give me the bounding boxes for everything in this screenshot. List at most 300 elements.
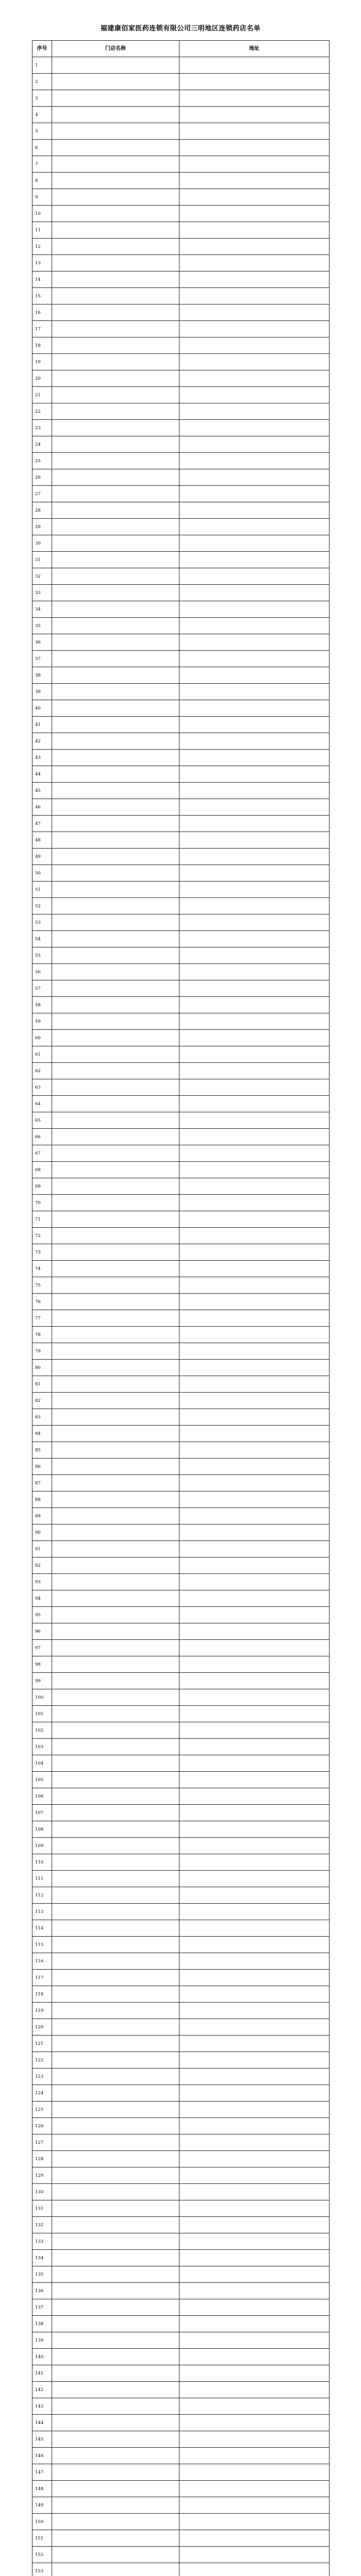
- row-number: 13: [32, 255, 52, 272]
- store-name-cell: [52, 1096, 179, 1112]
- table-row: [32, 453, 330, 469]
- table-row: [32, 1228, 330, 1244]
- store-name-cell: [52, 1607, 179, 1623]
- row-number: 148: [32, 2481, 52, 2497]
- store-name-cell: [52, 1937, 179, 1953]
- row-number: 8: [32, 173, 52, 189]
- table-row: [32, 585, 330, 601]
- address-cell: [179, 783, 330, 799]
- row-number: 91: [32, 1541, 52, 1557]
- row-number: 138: [32, 2316, 52, 2332]
- address-cell: [179, 1805, 330, 1821]
- address-cell: [179, 1277, 330, 1294]
- address-cell: [179, 140, 330, 156]
- store-name-cell: [52, 2299, 179, 2316]
- table-row: [32, 370, 330, 387]
- store-name-cell: [52, 1574, 179, 1590]
- store-name-cell: [52, 2547, 179, 2563]
- store-name-cell: [52, 1953, 179, 1970]
- address-cell: [179, 189, 330, 206]
- table-row: [32, 1475, 330, 1492]
- store-name-cell: [52, 469, 179, 486]
- document-title: 福建康佰家医药连锁有限公司三明地区连锁药店名单: [100, 25, 261, 32]
- row-number: 18: [32, 337, 52, 354]
- address-cell: [179, 799, 330, 816]
- table-row: [32, 2184, 330, 2200]
- address-cell: [179, 684, 330, 700]
- row-number: 79: [32, 1343, 52, 1360]
- address-cell: [179, 865, 330, 882]
- store-name-cell: [52, 1013, 179, 1030]
- table-row: [32, 2365, 330, 2382]
- store-name-cell: [52, 1772, 179, 1788]
- row-number: 118: [32, 1986, 52, 2003]
- table-row: [32, 733, 330, 750]
- store-name-cell: [52, 173, 179, 189]
- table-row: [32, 1211, 330, 1228]
- row-number: 62: [32, 1063, 52, 1079]
- table-row: [32, 1656, 330, 1673]
- address-cell: [179, 1393, 330, 1409]
- address-cell: [179, 321, 330, 337]
- store-name-cell: [52, 2530, 179, 2547]
- table-row: [32, 140, 330, 156]
- address-cell: [179, 1096, 330, 1112]
- row-number: 129: [32, 2167, 52, 2184]
- table-row: [32, 337, 330, 354]
- table-header: [32, 41, 330, 57]
- store-name-cell: [52, 1409, 179, 1426]
- row-number: 101: [32, 1706, 52, 1722]
- table-row: [32, 898, 330, 914]
- row-number: 125: [32, 2102, 52, 2118]
- table-row: [32, 222, 330, 239]
- row-number: 39: [32, 684, 52, 700]
- address-cell: [179, 1244, 330, 1261]
- row-number: 116: [32, 1953, 52, 1970]
- row-number: 5: [32, 123, 52, 140]
- store-name-cell: [52, 2481, 179, 2497]
- address-cell: [179, 1343, 330, 1360]
- row-number: 10: [32, 206, 52, 222]
- table-row: [32, 2217, 330, 2233]
- row-number: 85: [32, 1442, 52, 1459]
- store-name-cell: [52, 2266, 179, 2283]
- address-cell: [179, 1772, 330, 1788]
- table-row: [32, 1838, 330, 1854]
- store-name-cell: [52, 2069, 179, 2085]
- row-number: 3: [32, 90, 52, 107]
- table-row: [32, 1854, 330, 1871]
- store-name-cell: [52, 1788, 179, 1805]
- table-row: [32, 1178, 330, 1195]
- row-number: 90: [32, 1524, 52, 1541]
- store-name-cell: [52, 651, 179, 667]
- store-name-cell: [52, 1854, 179, 1871]
- store-name-cell: [52, 2036, 179, 2052]
- address-cell: [179, 2398, 330, 2415]
- row-number: 49: [32, 849, 52, 865]
- address-cell: [179, 2233, 330, 2250]
- store-name-cell: [52, 420, 179, 436]
- row-number: 97: [32, 1640, 52, 1656]
- address-cell: [179, 123, 330, 140]
- address-cell: [179, 1937, 330, 1953]
- row-number: 51: [32, 882, 52, 898]
- row-number: 25: [32, 453, 52, 469]
- row-number: 67: [32, 1145, 52, 1162]
- address-cell: [179, 1623, 330, 1640]
- table-row: [32, 947, 330, 964]
- store-name-cell: [52, 1442, 179, 1459]
- header-store-name: 门店名称: [52, 41, 179, 57]
- address-cell: [179, 882, 330, 898]
- store-name-cell: [52, 239, 179, 255]
- address-cell: [179, 2316, 330, 2332]
- row-number: 133: [32, 2233, 52, 2250]
- address-cell: [179, 1871, 330, 1887]
- table-row: [32, 2431, 330, 2448]
- store-name-cell: [52, 1475, 179, 1492]
- address-cell: [179, 1442, 330, 1459]
- row-number: 11: [32, 222, 52, 239]
- address-cell: [179, 1030, 330, 1046]
- address-cell: [179, 387, 330, 403]
- address-cell: [179, 1079, 330, 1096]
- address-cell: [179, 2052, 330, 2069]
- table-row: [32, 1805, 330, 1821]
- row-number: 141: [32, 2365, 52, 2382]
- store-name-cell: [52, 816, 179, 832]
- address-cell: [179, 173, 330, 189]
- store-name-cell: [52, 2365, 179, 2382]
- store-name-cell: [52, 1656, 179, 1673]
- store-name-cell: [52, 1904, 179, 1920]
- table-row: [32, 1937, 330, 1953]
- table-row: [32, 1821, 330, 1838]
- row-number: 139: [32, 2332, 52, 2349]
- address-cell: [179, 272, 330, 288]
- address-cell: [179, 2514, 330, 2530]
- row-number: 29: [32, 519, 52, 535]
- table-row: [32, 1063, 330, 1079]
- address-cell: [179, 1920, 330, 1937]
- store-name-cell: [52, 123, 179, 140]
- address-cell: [179, 1013, 330, 1030]
- address-cell: [179, 1261, 330, 1277]
- row-number: 7: [32, 156, 52, 173]
- address-cell: [179, 1046, 330, 1063]
- address-cell: [179, 2036, 330, 2052]
- store-name-cell: [52, 222, 179, 239]
- store-name-cell: [52, 453, 179, 469]
- row-number: 126: [32, 2118, 52, 2134]
- store-name-cell: [52, 2250, 179, 2266]
- row-number: 40: [32, 700, 52, 717]
- row-number: 61: [32, 1046, 52, 1063]
- table-row: [32, 1673, 330, 1689]
- store-list-table: [32, 40, 330, 2576]
- address-cell: [179, 90, 330, 107]
- store-name-cell: [52, 1063, 179, 1079]
- store-name-cell: [52, 1492, 179, 1508]
- table-row: [32, 1953, 330, 1970]
- address-cell: [179, 1557, 330, 1574]
- row-number: 111: [32, 1871, 52, 1887]
- table-row: [32, 1508, 330, 1524]
- store-name-cell: [52, 354, 179, 370]
- address-cell: [179, 2134, 330, 2151]
- store-name-cell: [52, 519, 179, 535]
- row-number: 1: [32, 57, 52, 74]
- address-cell: [179, 156, 330, 173]
- row-number: 98: [32, 1656, 52, 1673]
- store-name-cell: [52, 1887, 179, 1904]
- address-cell: [179, 1112, 330, 1129]
- row-number: 4: [32, 107, 52, 123]
- store-name-cell: [52, 2151, 179, 2167]
- store-name-cell: [52, 1722, 179, 1739]
- store-name-cell: [52, 1755, 179, 1772]
- row-number: 46: [32, 799, 52, 816]
- address-cell: [179, 354, 330, 370]
- store-name-cell: [52, 1046, 179, 1063]
- address-cell: [179, 2547, 330, 2563]
- table-row: [32, 980, 330, 997]
- address-cell: [179, 947, 330, 964]
- store-name-cell: [52, 2118, 179, 2134]
- store-name-cell: [52, 387, 179, 403]
- row-number: 131: [32, 2200, 52, 2217]
- table-row: [32, 618, 330, 634]
- store-name-cell: [52, 997, 179, 1013]
- row-number: 2: [32, 74, 52, 90]
- table-row: [32, 1442, 330, 1459]
- table-row: [32, 1871, 330, 1887]
- address-cell: [179, 1426, 330, 1442]
- row-number: 12: [32, 239, 52, 255]
- store-name-cell: [52, 1211, 179, 1228]
- row-number: 24: [32, 436, 52, 453]
- row-number: 9: [32, 189, 52, 206]
- store-name-cell: [52, 947, 179, 964]
- address-cell: [179, 1607, 330, 1623]
- table-row: [32, 1376, 330, 1393]
- row-number: 95: [32, 1607, 52, 1623]
- store-name-cell: [52, 304, 179, 321]
- store-name-cell: [52, 1327, 179, 1343]
- address-cell: [179, 222, 330, 239]
- store-name-cell: [52, 865, 179, 882]
- row-number: 71: [32, 1211, 52, 1228]
- address-cell: [179, 2250, 330, 2266]
- address-cell: [179, 2431, 330, 2448]
- store-name-cell: [52, 403, 179, 420]
- row-number: 50: [32, 865, 52, 882]
- row-number: 96: [32, 1623, 52, 1640]
- store-name-cell: [52, 2085, 179, 2102]
- address-cell: [179, 2003, 330, 2019]
- row-number: 27: [32, 486, 52, 502]
- store-name-cell: [52, 2382, 179, 2398]
- store-name-cell: [52, 140, 179, 156]
- row-number: 87: [32, 1475, 52, 1492]
- row-number: 142: [32, 2382, 52, 2398]
- row-number: 81: [32, 1376, 52, 1393]
- row-number: 124: [32, 2085, 52, 2102]
- table-row: [32, 156, 330, 173]
- row-number: 53: [32, 914, 52, 931]
- row-number: 92: [32, 1557, 52, 1574]
- row-number: 58: [32, 997, 52, 1013]
- row-number: 103: [32, 1739, 52, 1755]
- row-number: 77: [32, 1310, 52, 1327]
- table-row: [32, 2332, 330, 2349]
- row-number: 130: [32, 2184, 52, 2200]
- address-cell: [179, 1178, 330, 1195]
- address-cell: [179, 2530, 330, 2547]
- address-cell: [179, 206, 330, 222]
- address-cell: [179, 2415, 330, 2431]
- table-row: [32, 783, 330, 799]
- table-row: [32, 2530, 330, 2547]
- address-cell: [179, 2481, 330, 2497]
- table-row: [32, 964, 330, 980]
- row-number: 105: [32, 1772, 52, 1788]
- store-name-cell: [52, 964, 179, 980]
- table-row: [32, 1459, 330, 1475]
- table-row: [32, 1046, 330, 1063]
- table-row: [32, 1788, 330, 1805]
- address-cell: [179, 453, 330, 469]
- store-name-cell: [52, 634, 179, 651]
- store-name-cell: [52, 1541, 179, 1557]
- store-name-cell: [52, 1673, 179, 1689]
- address-cell: [179, 403, 330, 420]
- row-number: 80: [32, 1360, 52, 1376]
- table-row: [32, 832, 330, 849]
- row-number: 15: [32, 288, 52, 304]
- store-name-cell: [52, 882, 179, 898]
- table-row: [32, 1986, 330, 2003]
- address-cell: [179, 849, 330, 865]
- row-number: 121: [32, 2036, 52, 2052]
- table-row: [32, 1557, 330, 1574]
- row-number: 65: [32, 1112, 52, 1129]
- address-cell: [179, 2184, 330, 2200]
- address-cell: [179, 74, 330, 90]
- table-row: [32, 420, 330, 436]
- row-number: 19: [32, 354, 52, 370]
- row-number: 14: [32, 272, 52, 288]
- store-name-cell: [52, 2233, 179, 2250]
- row-number: 110: [32, 1854, 52, 1871]
- table-row: [32, 206, 330, 222]
- row-number: 137: [32, 2299, 52, 2316]
- store-name-cell: [52, 255, 179, 272]
- store-name-cell: [52, 2398, 179, 2415]
- table-row: [32, 272, 330, 288]
- table-row: [32, 74, 330, 90]
- address-cell: [179, 2299, 330, 2316]
- store-name-cell: [52, 1689, 179, 1706]
- address-cell: [179, 1640, 330, 1656]
- address-cell: [179, 1904, 330, 1920]
- row-number: 31: [32, 552, 52, 568]
- store-name-cell: [52, 1162, 179, 1178]
- store-name-cell: [52, 1640, 179, 1656]
- address-cell: [179, 2102, 330, 2118]
- table-row: [32, 1541, 330, 1557]
- store-name-cell: [52, 832, 179, 849]
- table-row: [32, 1294, 330, 1310]
- store-name-cell: [52, 799, 179, 816]
- row-number: 35: [32, 618, 52, 634]
- store-name-cell: [52, 2514, 179, 2530]
- table-row: [32, 2151, 330, 2167]
- row-number: 89: [32, 1508, 52, 1524]
- store-name-cell: [52, 1739, 179, 1755]
- address-cell: [179, 964, 330, 980]
- store-name-cell: [52, 1178, 179, 1195]
- row-number: 73: [32, 1244, 52, 1261]
- address-cell: [179, 2283, 330, 2299]
- table-body: [32, 57, 330, 2576]
- store-name-cell: [52, 156, 179, 173]
- table-row: [32, 403, 330, 420]
- store-name-cell: [52, 189, 179, 206]
- address-cell: [179, 997, 330, 1013]
- address-cell: [179, 1145, 330, 1162]
- table-row: [32, 2464, 330, 2481]
- store-name-cell: [52, 568, 179, 585]
- table-row: [32, 1722, 330, 1739]
- table-row: [32, 2003, 330, 2019]
- address-cell: [179, 1162, 330, 1178]
- store-name-cell: [52, 980, 179, 997]
- address-cell: [179, 2085, 330, 2102]
- row-number: 66: [32, 1129, 52, 1145]
- address-cell: [179, 1195, 330, 1211]
- header-no: 序号: [32, 41, 52, 57]
- row-number: 113: [32, 1904, 52, 1920]
- row-number: 149: [32, 2497, 52, 2514]
- row-number: 74: [32, 1261, 52, 1277]
- row-number: 16: [32, 304, 52, 321]
- store-name-cell: [52, 1508, 179, 1524]
- header-address: 地址: [179, 41, 330, 57]
- table-row: [32, 2481, 330, 2497]
- row-number: 32: [32, 568, 52, 585]
- table-row: [32, 2497, 330, 2514]
- table-row: [32, 1409, 330, 1426]
- store-name-cell: [52, 288, 179, 304]
- table-row: [32, 2250, 330, 2266]
- address-cell: [179, 2448, 330, 2464]
- address-cell: [179, 1854, 330, 1871]
- address-cell: [179, 1887, 330, 1904]
- address-cell: [179, 2365, 330, 2382]
- row-number: 108: [32, 1821, 52, 1838]
- store-name-cell: [52, 1524, 179, 1541]
- address-cell: [179, 2069, 330, 2085]
- store-name-cell: [52, 1195, 179, 1211]
- row-number: 38: [32, 667, 52, 684]
- table-row: [32, 2233, 330, 2250]
- address-cell: [179, 717, 330, 733]
- row-number: 109: [32, 1838, 52, 1854]
- store-name-cell: [52, 2102, 179, 2118]
